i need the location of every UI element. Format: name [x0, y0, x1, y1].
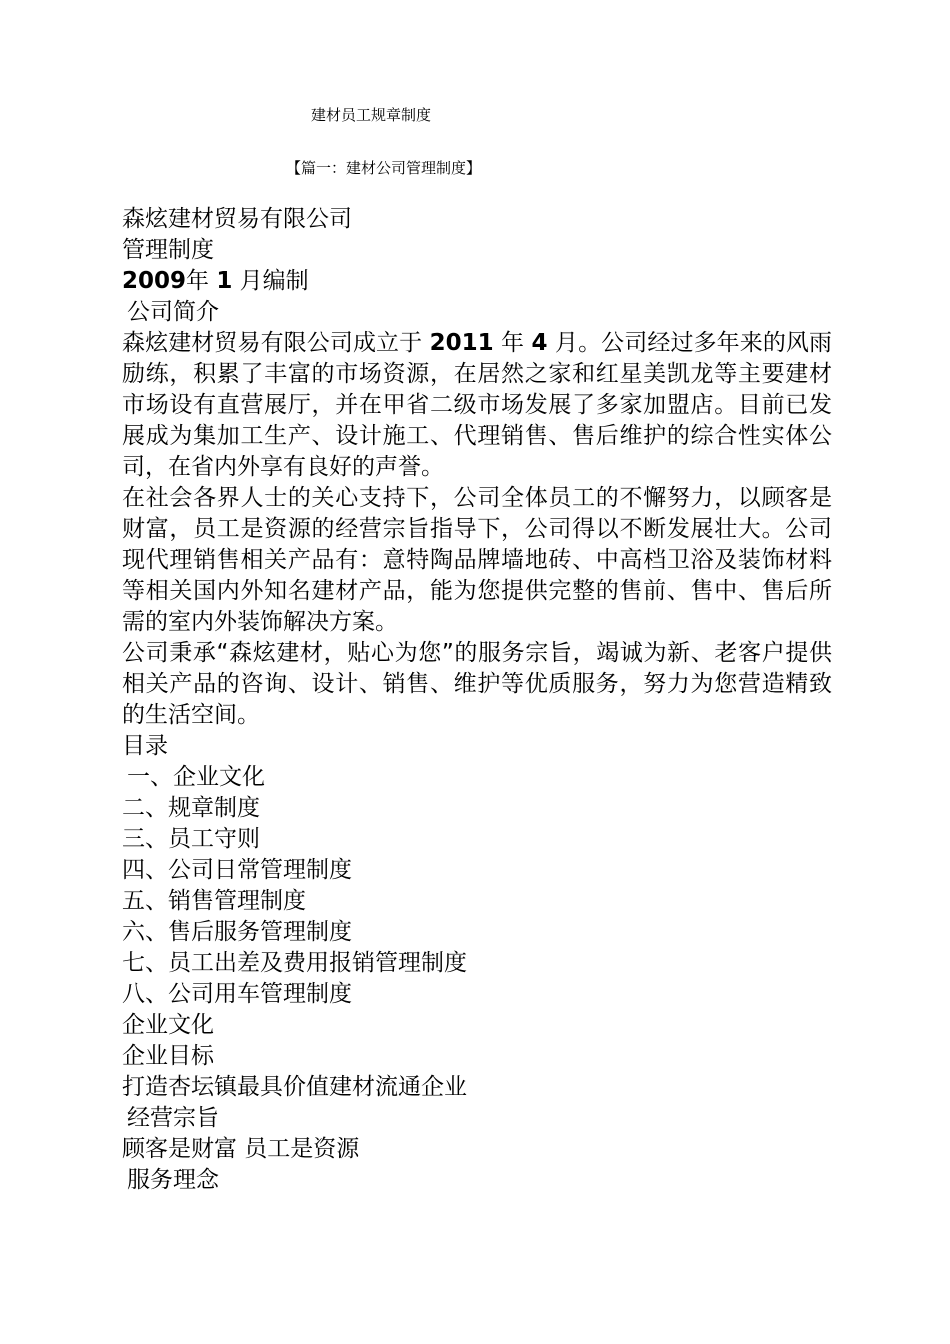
article-subtitle: 【篇一：建材公司管理制度】: [286, 159, 482, 177]
intro-p1-year: 2011: [429, 330, 494, 356]
doc-name: 管理制度: [122, 237, 214, 263]
toc-item: 一、企业文化: [127, 764, 265, 790]
toc-item: 八、公司用车管理制度: [122, 981, 352, 1007]
intro-p1-prefix: 森炫建材贸易有限公司成立于: [122, 330, 423, 356]
culture-heading: 企业文化: [122, 1012, 214, 1038]
compile-month: 1: [216, 268, 233, 294]
intro-p1-year-unit: 年: [501, 330, 525, 356]
intro-paragraph-3: 公司秉承“森炫建材，贴心为您”的服务宗旨，竭诚为新、老客户提供相关产品的咨询、设计、销售、维护等优质服务，努力为您营造精致的生活空间。: [122, 640, 832, 728]
company-name: 森炫建材贸易有限公司: [122, 206, 352, 232]
purpose-heading: 经营宗旨: [127, 1105, 219, 1131]
toc-item: 二、规章制度: [122, 795, 260, 821]
goal-text: 打造杏坛镇最具价值建材流通企业: [122, 1074, 467, 1100]
intro-paragraph-2: 在社会各界人士的关心支持下，公司全体员工的不懈努力，以顾客是财富，员工是资源的经营宗旨指导下，公司得以不断发展壮大。公司现代理销售相关产品有：意特陶品牌墙地砖、中高档卫浴及装饰材料等相关国内外知名建材产品，能为您提供完整的售前、售中、售后所需的室内外装饰解决方案。: [122, 485, 832, 635]
compile-month-unit: 月编制: [239, 268, 309, 294]
intro-p1-rest: 月。公司经过多年来的风雨励练，积累了丰富的市场资源，在居然之家和红星美凯龙等主要建材市场设有直营展厅，并在甲省二级市场发展了多家加盟店。目前已发展成为集加工生产、设计施工、代理销售、售后维护的综合性实体公司，在省内外享有良好的声誉。: [122, 330, 832, 480]
document-title: 建材员工规章制度: [311, 106, 432, 124]
purpose-text: 顾客是财富 员工是资源: [122, 1136, 360, 1162]
intro-p1-month: 4: [531, 330, 548, 356]
toc-item: 三、员工守则: [122, 826, 260, 852]
goal-heading: 企业目标: [122, 1043, 214, 1069]
toc-item: 七、员工出差及费用报销管理制度: [122, 950, 467, 976]
toc-heading: 目录: [122, 733, 168, 759]
service-heading: 服务理念: [127, 1167, 219, 1193]
toc-item: 四、公司日常管理制度: [122, 857, 352, 883]
compile-date: [117, 266, 832, 297]
intro-paragraph-1: [117, 328, 832, 483]
compile-year: 2009: [122, 268, 187, 294]
intro-heading: 公司简介: [127, 299, 219, 325]
document-body: [117, 204, 832, 1196]
compile-year-unit: 年: [186, 268, 210, 294]
toc-item: 五、销售管理制度: [122, 888, 306, 914]
toc-item: 六、售后服务管理制度: [122, 919, 352, 945]
